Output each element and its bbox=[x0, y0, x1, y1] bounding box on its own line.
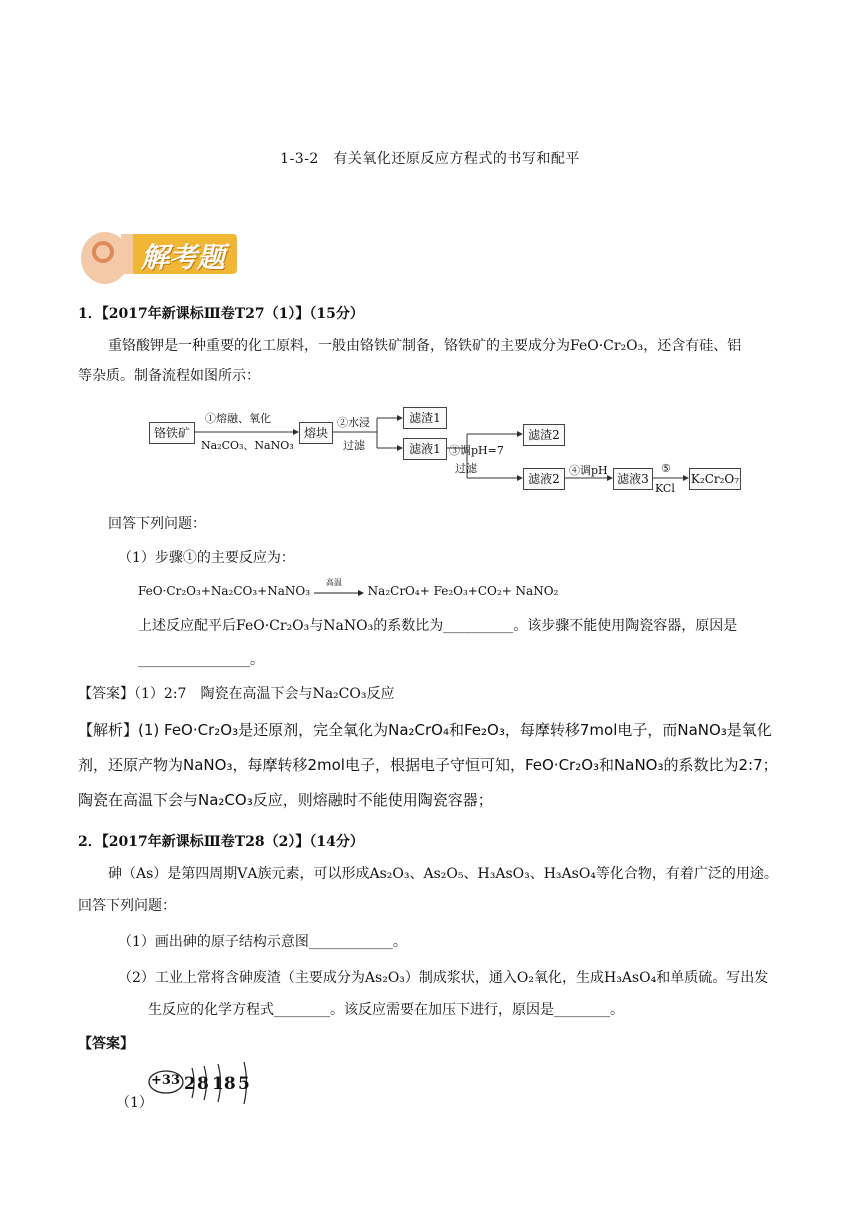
atom-nucleus: +33 bbox=[151, 1073, 180, 1088]
arrow-icon bbox=[314, 585, 364, 599]
q2-sub2a: （2）工业上常将含砷废渣（主要成分为As₂O₃）制成浆状，通入O₂氧化，生成H₃AsO₄和单质硫。写出发 bbox=[118, 970, 769, 986]
section-badge bbox=[75, 222, 243, 288]
flow-step1-top: ①熔融、氧化 bbox=[205, 412, 271, 425]
q2-para2: 回答下列问题： bbox=[78, 898, 176, 914]
badge-text: 解考题 bbox=[141, 241, 226, 274]
flow-step5-top: ⑤ bbox=[661, 462, 671, 475]
page-title: 1-3-2 有关氧化还原反应方程式的书写和配平 bbox=[280, 151, 580, 167]
flow-box-filtrate1: 滤液1 bbox=[403, 438, 447, 460]
flow-box-ore: 铬铁矿 bbox=[149, 422, 195, 444]
q1-explain1: 【解析】(1) FeO·Cr₂O₃是还原剂，完全氧化为Na₂CrO₄和Fe₂O₃，每摩转移7mol电子，而NaNO₃是氧化 bbox=[78, 721, 772, 739]
q1-sub1: （1）步骤①的主要反应为： bbox=[118, 550, 295, 566]
flow-step2-bottom: 过滤 bbox=[343, 439, 365, 452]
q2-sub2b: 生反应的化学方程式________。该反应需要在加压下进行，原因是________。 bbox=[148, 1002, 624, 1018]
q1-answer: 【答案】（1）2:7 陶瓷在高温下会与Na₂CO₃反应 bbox=[78, 686, 395, 702]
q1-para1: 重铬酸钾是一种重要的化工原料，一般由铬铁矿制备，铬铁矿的主要成分为FeO·Cr₂O₃，还含有硅、铝 bbox=[108, 338, 742, 354]
flow-step4: ④调pH bbox=[569, 464, 608, 477]
q1-header: 1．【2017年新课标Ⅲ卷T27（1）】（15分） bbox=[78, 306, 364, 322]
reaction-arrow bbox=[314, 577, 364, 599]
flow-box-melt: 熔块 bbox=[299, 422, 333, 444]
atom-shell-3: 18 bbox=[212, 1074, 236, 1094]
equation-condition: 高温 bbox=[325, 577, 342, 587]
equation-reactants: FeO·Cr₂O₃+Na₂CO₃+NaNO₃ bbox=[138, 584, 311, 598]
flow-box-residue1: 滤渣1 bbox=[403, 407, 447, 429]
q1-explain2: 剂，还原产物为NaNO₃，每摩转移2mol电子，根据电子守恒可知，FeO·Cr₂O₃和NaNO₃的系数比为2:7； bbox=[78, 756, 778, 774]
flow-box-product: K₂Cr₂O₇ bbox=[689, 468, 741, 490]
flow-step1-bottom: Na₂CO₃、NaNO₃ bbox=[201, 439, 294, 452]
reaction-equation bbox=[138, 577, 559, 599]
q2-sub1: （1）画出砷的原子结构示意图____________。 bbox=[118, 934, 407, 950]
flowchart bbox=[145, 404, 745, 504]
q2-para1: 砷（As）是第四周期ⅤA族元素，可以形成As₂O₃、As₂O₅、H₃AsO₃、H₃AsO₄等化合物，有着广泛的用途。 bbox=[108, 866, 778, 882]
flow-box-filtrate3: 滤液3 bbox=[613, 468, 653, 490]
equation-products: Na₂CrO₄+ Fe₂O₃+CO₂+ NaNO₂ bbox=[367, 584, 559, 598]
atom-shell-4: 5 bbox=[238, 1074, 250, 1094]
q1-prompt: 回答下列问题： bbox=[108, 516, 206, 532]
atom-shell-1: 2 bbox=[184, 1074, 196, 1094]
atom-shell-2: 8 bbox=[197, 1074, 209, 1094]
q2-header: 2．【2017年新课标Ⅲ卷T28（2）】（14分） bbox=[78, 834, 364, 850]
atom-diagram bbox=[148, 1056, 258, 1108]
q1-explain3: 陶瓷在高温下会与Na₂CO₃反应，则熔融时不能使用陶瓷容器； bbox=[78, 791, 493, 809]
q1-ask2: ________________。 bbox=[138, 652, 264, 668]
flow-box-residue2: 滤渣2 bbox=[523, 424, 565, 446]
q1-para2: 等杂质。制备流程如图所示： bbox=[78, 368, 260, 384]
q2-answer-number: （1） bbox=[116, 1095, 153, 1111]
flow-step3-bottom: 过滤 bbox=[455, 462, 477, 475]
flow-step5-bottom: KCl bbox=[655, 482, 675, 495]
q2-answer-label: 【答案】 bbox=[78, 1036, 134, 1052]
flow-step2-top: ②水浸 bbox=[337, 416, 370, 429]
flow-box-filtrate2: 滤液2 bbox=[523, 468, 565, 490]
q1-ask1: 上述反应配平后FeO·Cr₂O₃与NaNO₃的系数比为__________。该步骤不能使用陶瓷容器，原因是 bbox=[138, 618, 738, 634]
flow-step3-top: ③调pH=7 bbox=[449, 444, 504, 457]
